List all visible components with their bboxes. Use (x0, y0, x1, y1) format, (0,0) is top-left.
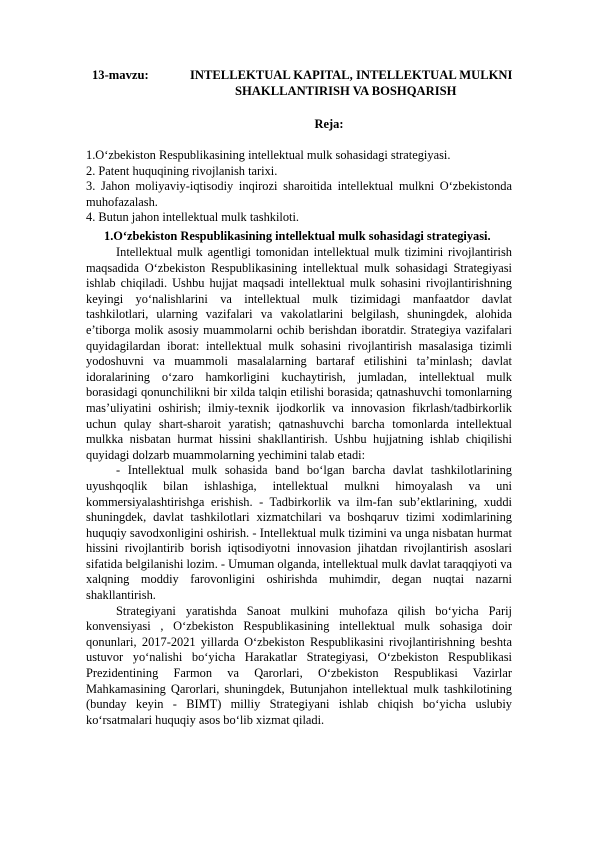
topic-title-line-2: SHAKLLANTIRISH VA BOSHQARISH (235, 84, 457, 98)
plan-heading: Reja: (314, 117, 344, 131)
section-title: 1.O‘zbekiston Respublikasining intellektual mulk sohasidagi strategiyasi. (104, 229, 491, 243)
plan-item: 3. Jahon moliyaviy-iqtisodiy inqirozi sharoitida intellektual mulkni O‘zbekistonda muhofazalash. (86, 179, 512, 209)
plan-item: 1.O‘zbekiston Respublikasining intellektual mulk sohasidagi strategiyasi. (86, 148, 451, 162)
plan-item: 4. Butun jahon intellektual mulk tashkiloti. (86, 210, 300, 225)
topic-number: 13-mavzu: (92, 68, 149, 82)
body-paragraph: Intellektual mulk agentligi tomonidan intellektual mulk tizimini rivojlantirish maqsadida O‘zbekiston Respublikasining intellektual mulk sohasidagi Strategiyasi ishlab chiqiladi. Ushbu hujjat maqsadi intellektual mulk sohasini rivojlantirishning keyingi yo‘nalishlarini va intellektual mulk tizimidagi manfaatdor davlat tashkilotlari, ularning vazifalari va vakolatlarini belgilash, shuningdek, alohida e’tiborga molik asosiy muammolarni ochib berishdan iboratdir. Strategiya vazifalari quyidagilardan iborat: intellektual mulk sohasini rivojlantirish masalasiga tizimli yodoshuvni va muammoli masalalarning bartaraf etilishini ta’minlash; davlat idoralarining o‘zaro hamkorligini kuchaytirish, jumladan, intellektual mulk borasidagi qonunchilikni bir xilda talqin etilishi borasida; qatnashuvchi tomonlarning mas’uliyatini oshirish; ilmiy-texnik ijodkorlik va innovasion fikrlash/tadbirkorlik uchun qulay shart-sharoit yaratish; qatnashuvchi barcha tomonlarda intellektual mulkka nisbatan hurmat hissini shakllantirish. Ushbu hujjatning ishlab chiqilishi quyidagi dolzarb muammolarning yechimini talab etadi: (86, 245, 512, 462)
plan-item: 2. Patent huquqining rivojlanish tarixi. (86, 163, 278, 178)
body-paragraph: - Intellektual mulk sohasida band bo‘lgan barcha davlat tashkilotlarining uyushqoqlik bilan ishlashiga, intellektual mulkni himoyalash va uni kommersiyalashtirishga erishish. - Tadbirkorlik va ilm-fan sub’ektlarining, xuddi shuningdek, davlat tashkilotlari xizmatchilari va boshqaruv tizimi xodimlarining huquqiy savodxonligini oshirish. - Intellektual mulk tizimini va unga nisbatan hurmat hissini rivojlantirib borish iqtisodiyotni innovasion jihatdan rivojlantirish asoslari sifatida belgilanishi lozim. - Umuman olganda, intellektual mulk davlat taraqqiyoti va xalqning moddiy farovonligini oshirishda muhimdir, degan nuqtai nazarni shakllantirish. (86, 463, 512, 603)
plan-list (86, 148, 512, 226)
body-text (86, 245, 512, 728)
topic-title-line-1: INTELLEKTUAL KAPITAL, INTELLEKTUAL MULKNI (190, 68, 513, 82)
body-paragraph: Strategiyani yaratishda Sanoat mulkini muhofaza qilish bo‘yicha Parij konvensiyasi , O‘zbekiston Respublikasining intellektual mulk sohasiga doir qonunlari, 2017-2021 yillarda O‘zbekiston Respublikasini rivojlantirishning beshta ustuvor yo‘nalishi bo‘yicha Harakatlar Strategiyasi, O‘zbekiston Respublikasi Prezidentining Farmon va Qarorlari, O‘zbekiston Respublikasi Vazirlar Mahkamasining Qarorlari, shuningdek, Butunjahon intellektual mulk tashkilotining (bunday keyin - BIMT) milliy Strategiyani ishlab chiqish bo‘yicha uslubiy ko‘rsatmalari huquqiy asos bo‘lib xizmat qiladi. (86, 603, 512, 727)
